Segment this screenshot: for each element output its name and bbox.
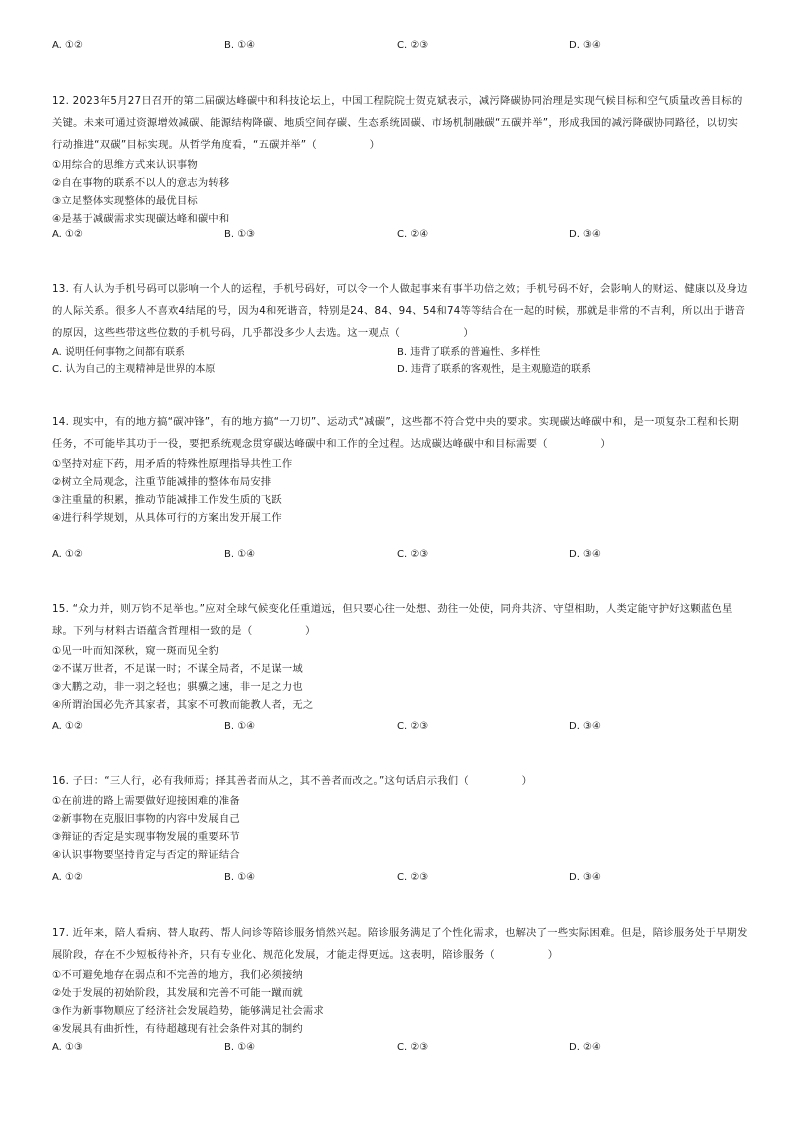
option-b[interactable]: B. ①③: [224, 229, 256, 240]
question-stem: 16. 子曰：“三人行，必有我师焉；择其善者而从之，其不善者而改之。”这句话启示我们（ ）: [52, 775, 533, 787]
question-stem: 13. 有人认为手机号码可以影响一个人的运程，手机号码好，可以令一个人做起事来有事半功倍之效；手机号码不好，会影响人的财运、健康以及身边的人际关系。很多人不喜欢4结尾的号，因为4和死谐音，特别是24、84、94、54和74等等结合在一起的时候，那就是非常的不吉利，所以出于谐音的原因，这些些带这些位数的手机号码，几乎都没多少人去选。这一观点（ ）: [52, 283, 748, 339]
option-d[interactable]: D. ③④: [569, 549, 601, 560]
statement-2: ②处于发展的初始阶段，其发展和完善不可能一蹴而就: [52, 987, 303, 999]
statement-1: ①见一叶而知深秋，窥一斑而见全豹: [52, 645, 219, 657]
option-b[interactable]: B. ①④: [224, 549, 256, 560]
option-b[interactable]: B. ①④: [224, 872, 256, 883]
question-14: [52, 411, 748, 527]
question-stem: 12. 2023年5月27日召开的第二届碳达峰碳中和科技论坛上，中国工程院院士贺克斌表示，减污降碳协同治理是实现气候目标和空气质量改善目标的关键。未来可通过资源增效减碳、能源结构降碳、地质空间存碳、生态系统固碳、市场机制融碳“五碳并举”，形成我国的减污降碳协同路径，以切实行动推进“双碳”目标实现。从哲学角度看，“五碳并举”（ ）: [52, 95, 743, 151]
option-a[interactable]: A. 说明任何事物之间都有联系: [52, 347, 186, 358]
option-d[interactable]: D. ③④: [569, 721, 601, 732]
option-c[interactable]: C. ②③: [397, 549, 429, 560]
statement-2: ②不谋万世者，不足谋一时；不谋全局者，不足谋一域: [52, 663, 303, 675]
statement-1: ①用综合的思维方式来认识事物: [52, 159, 198, 171]
statement-1: ①坚持对症下药，用矛盾的特殊性原理指导共性工作: [52, 458, 293, 470]
question-16: [52, 770, 748, 864]
question-14-options: [52, 549, 752, 563]
question-15-options: [52, 721, 752, 735]
statement-2: ②自在事物的联系不以人的意志为转移: [52, 177, 230, 189]
option-d[interactable]: D. ③④: [569, 40, 601, 51]
option-a[interactable]: A. ①②: [52, 40, 83, 51]
statement-2: ②树立全局观念，注重节能减排的整体布局安排: [52, 476, 272, 488]
option-a[interactable]: A. ①②: [52, 229, 83, 240]
statement-4: ④是基于减碳需求实现碳达峰和碳中和: [52, 213, 230, 225]
statement-4: ④所谓治国必先齐其家者，其家不可教而能教人者，无之: [52, 699, 314, 711]
option-c[interactable]: C. ②③: [397, 1042, 429, 1053]
statement-3: ③大鹏之动，非一羽之轻也；骐骥之速，非一足之力也: [52, 681, 303, 693]
prev-question-options: [52, 40, 752, 54]
question-13-options: [52, 344, 748, 378]
question-stem: 17. 近年来，陪人看病、替人取药、帮人问诊等陪诊服务悄然兴起。陪诊服务满足了个性化需求，也解决了一些实际困难。但是，陪诊服务处于早期发展阶段，存在不少短板待补齐，只有专业化、规范化发展，才能走得更远。这表明，陪诊服务（ ）: [52, 927, 748, 961]
statement-4: ④认识事物要坚持肯定与否定的辩证结合: [52, 849, 240, 861]
question-stem: 15. “众力并，则万钧不足举也。”应对全球气候变化任重道远，但只要心往一处想、劲往一处使，同舟共济、守望相助，人类定能守护好这颗蓝色星球。下列与材料古语蕴含哲理相一致的是（ ）: [52, 603, 733, 637]
option-c[interactable]: C. ②③: [397, 40, 429, 51]
option-d[interactable]: D. ③④: [569, 872, 601, 883]
option-a[interactable]: A. ①②: [52, 872, 83, 883]
question-12: [52, 90, 748, 228]
statement-3: ③辩证的否定是实现事物发展的重要环节: [52, 831, 240, 843]
question-16-options: [52, 872, 752, 886]
question-12-options: [52, 229, 752, 243]
option-c[interactable]: C. ②③: [397, 872, 429, 883]
option-b[interactable]: B. ①④: [224, 40, 256, 51]
option-b[interactable]: B. ①④: [224, 1042, 256, 1053]
statement-2: ②新事物在克服旧事物的内容中发展自己: [52, 813, 240, 825]
option-a[interactable]: A. ①②: [52, 549, 83, 560]
statement-1: ①在前进的路上需要做好迎接困难的准备: [52, 795, 240, 807]
option-b[interactable]: B. ①④: [224, 721, 256, 732]
question-15: [52, 598, 748, 714]
option-b[interactable]: B. 违背了联系的普遍性、多样性: [397, 347, 541, 358]
question-17: [52, 922, 748, 1038]
statement-4: ④进行科学规划，从具体可行的方案出发开展工作: [52, 512, 282, 524]
statement-3: ③作为新事物顺应了经济社会发展趋势，能够满足社会需求: [52, 1005, 324, 1017]
option-d[interactable]: D. ③④: [569, 229, 601, 240]
question-17-options: [52, 1042, 752, 1056]
option-c[interactable]: C. 认为自己的主观精神是世界的本原: [52, 364, 216, 375]
statement-1: ①不可避免地存在弱点和不完善的地方，我们必须接纳: [52, 969, 303, 981]
option-a[interactable]: A. ①③: [52, 1042, 83, 1053]
option-d[interactable]: D. ②④: [569, 1042, 601, 1053]
statement-3: ③注重量的积累，推动节能减排工作发生质的飞跃: [52, 494, 282, 506]
option-a[interactable]: A. ①②: [52, 721, 83, 732]
option-c[interactable]: C. ②④: [397, 229, 429, 240]
option-c[interactable]: C. ②③: [397, 721, 429, 732]
statement-4: ④发展具有曲折性，有待超越现有社会条件对其的制约: [52, 1023, 303, 1035]
question-13: [52, 278, 748, 378]
statement-3: ③立足整体实现整体的最优目标: [52, 195, 198, 207]
question-stem: 14. 现实中，有的地方搞“碳冲锋”，有的地方搞“一刀切”、运动式“减碳”，这些都不符合党中央的要求。实现碳达峰碳中和，是一项复杂工程和长期任务，不可能毕其功于一役，要把系统观念贯穿碳达峰碳中和工作的全过程。达成碳达峰碳中和目标需要（ ）: [52, 416, 739, 450]
option-d[interactable]: D. 违背了联系的客观性，是主观臆造的联系: [397, 364, 592, 375]
